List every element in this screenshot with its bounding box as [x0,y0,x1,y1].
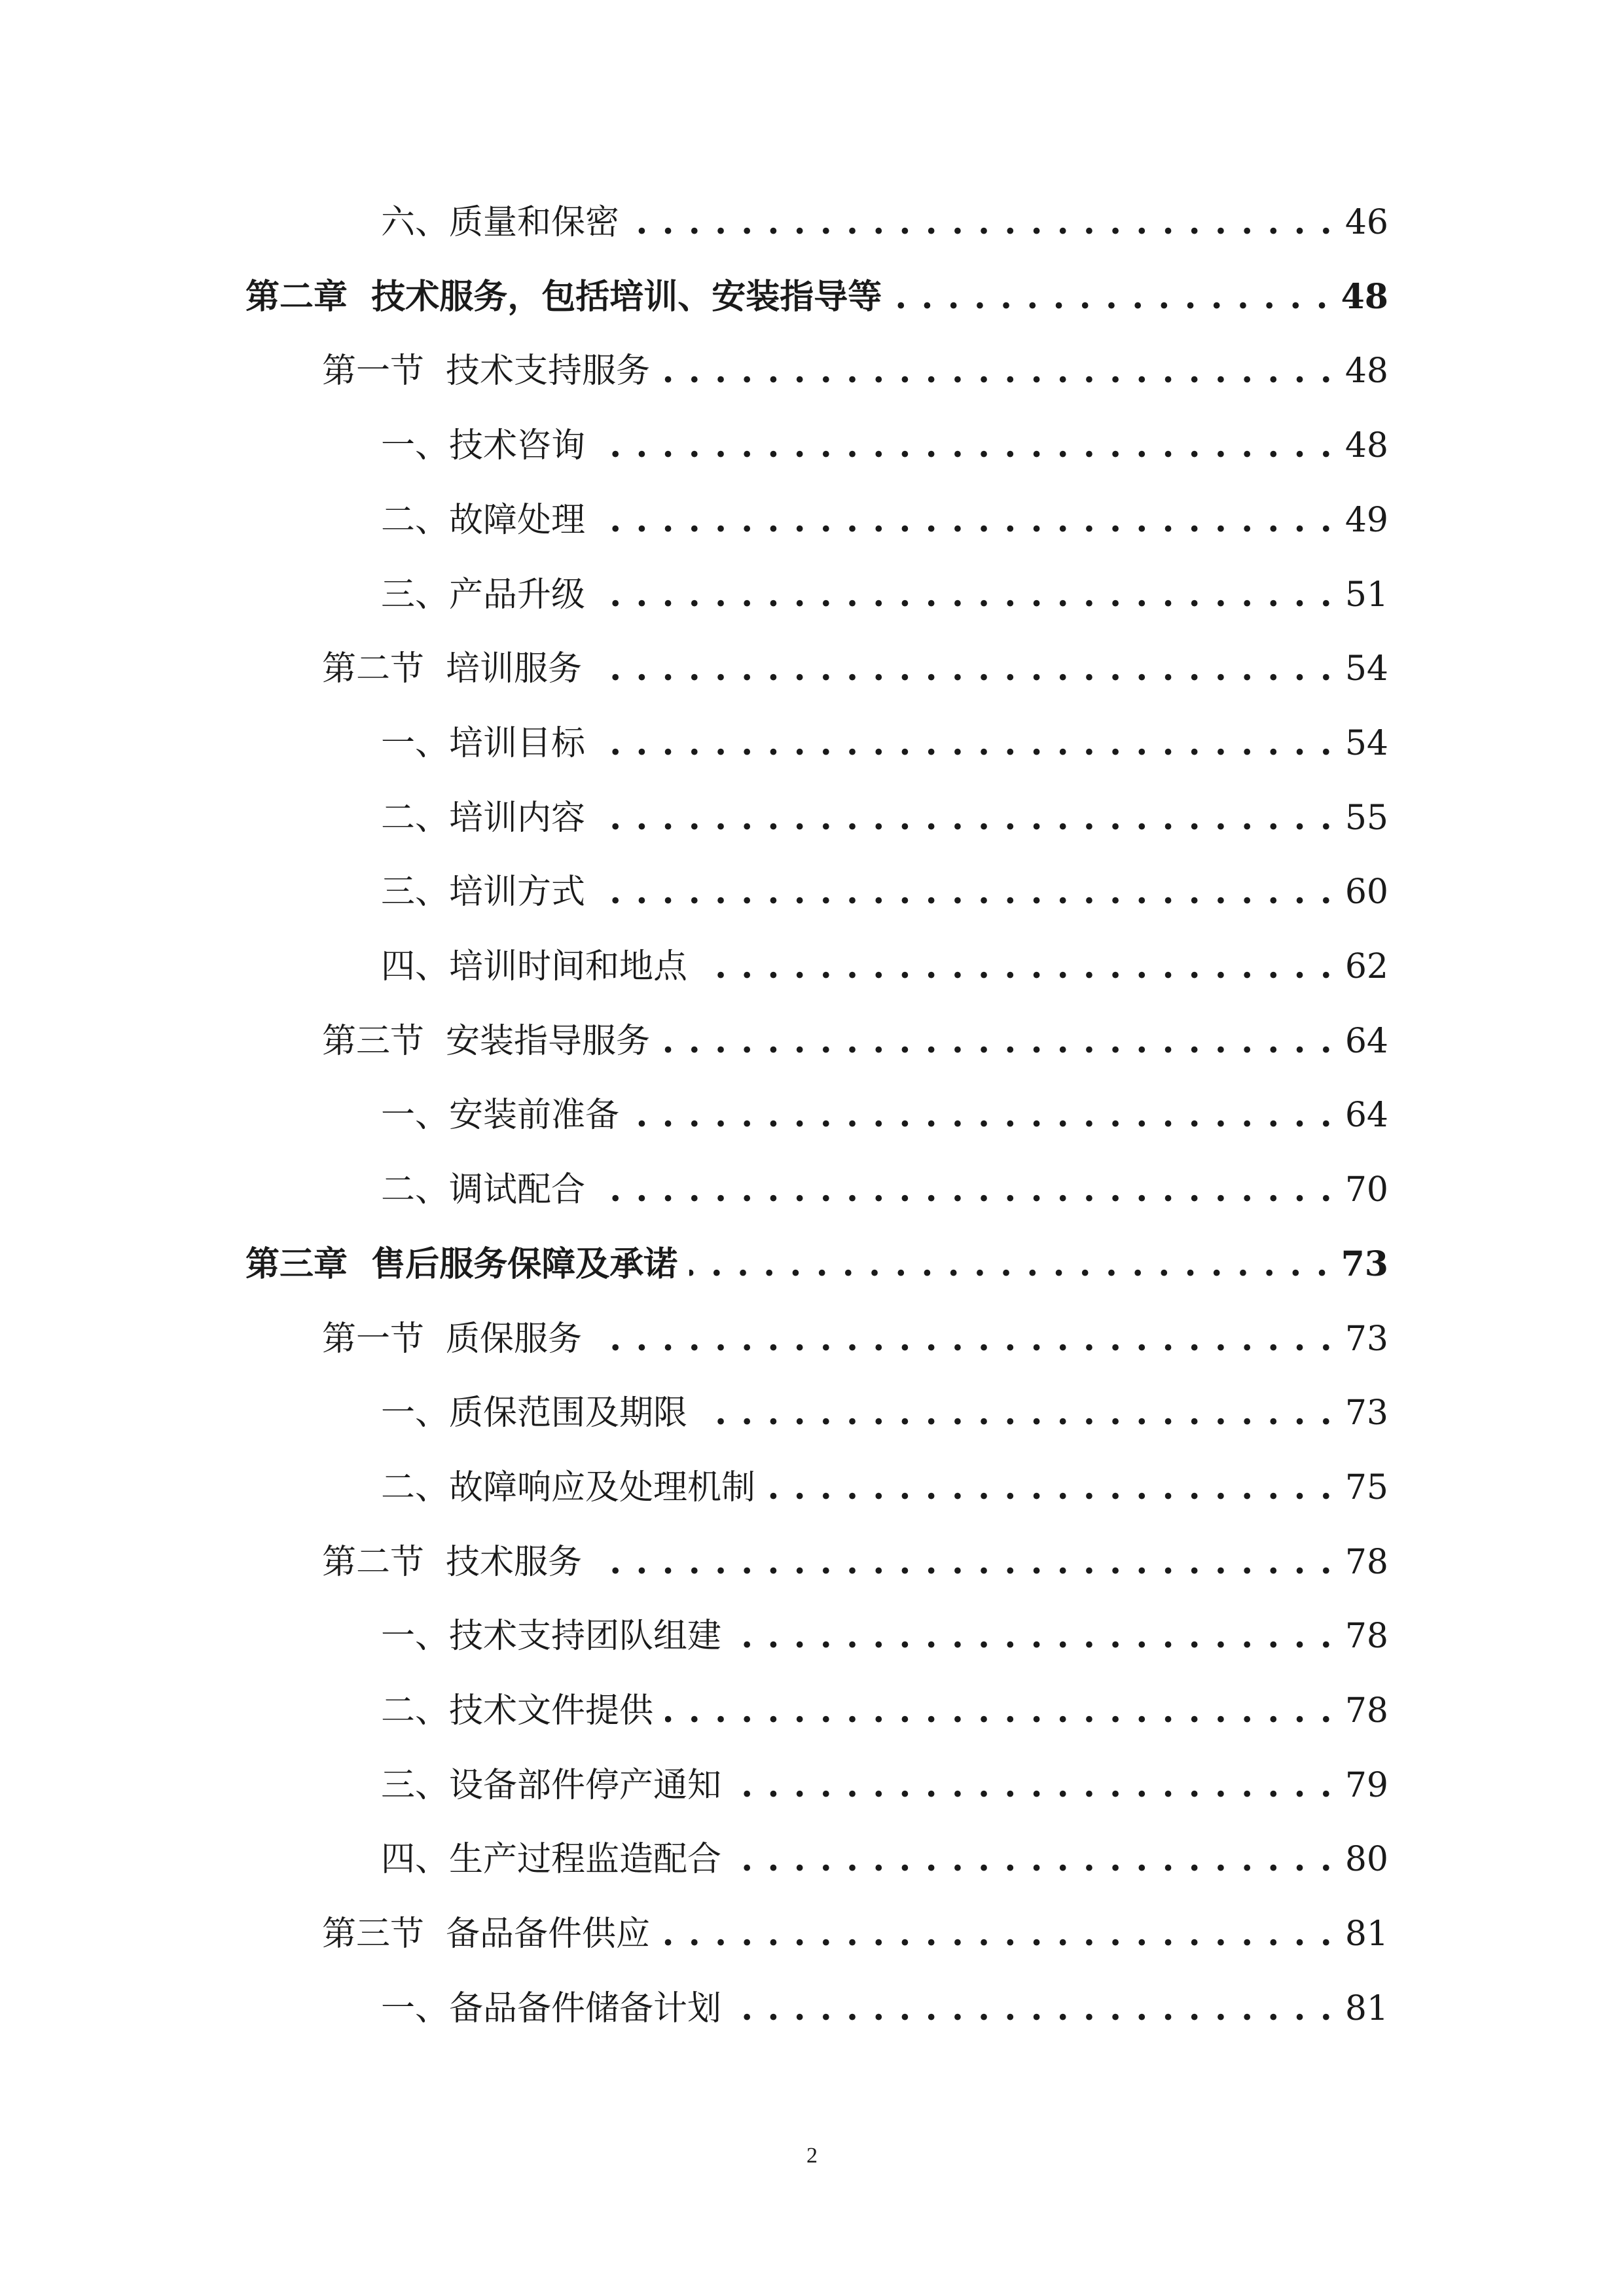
toc-dot-leader [597,1164,1333,1216]
toc-entry-title: 第三章 售后服务保障及承诺 [245,1244,678,1284]
toc-dot-leader [665,1685,1333,1737]
toc-entry-title: 四、培训时间和地点 [381,947,688,986]
toc-entry-page-number: 46 [1344,203,1388,242]
toc-dot-leader [597,717,1333,770]
toc-entry-title: 二、故障响应及处理机制 [381,1467,756,1507]
toc-entry-title: 三、设备部件停产通知 [381,1765,722,1805]
toc-entry[interactable] [381,717,1388,770]
toc-dot-leader [733,1833,1333,1886]
toc-entry-page-number: 64 [1344,1096,1388,1136]
toc-entry-title: 三、产品升级 [381,575,586,615]
toc-dot-leader [597,866,1333,918]
toc-entry-title: 一、安装前准备 [381,1096,620,1136]
toc-entry-title: 第三节 备品备件供应 [322,1914,651,1954]
toc-dot-leader [733,1610,1333,1662]
toc-entry[interactable] [381,569,1388,621]
toc-entry[interactable] [381,1089,1388,1141]
page-number: 2 [806,2144,818,2168]
toc-entry-page-number: 48 [1344,426,1388,466]
toc-entry-page-number: 55 [1344,798,1388,838]
toc-entry-title: 一、备品备件储备计划 [381,1988,722,2028]
toc-entry[interactable] [381,941,1388,993]
toc-entry-page-number: 78 [1344,1542,1388,1582]
toc-entry-title: 三、培训方式 [381,872,586,912]
toc-entry[interactable] [322,1313,1388,1365]
toc-entry[interactable] [381,1164,1388,1216]
toc-entry[interactable] [381,1982,1388,2035]
toc-entry[interactable] [381,420,1388,472]
toc-dot-leader [662,1908,1333,1960]
toc-dot-leader [662,345,1333,397]
toc-dot-leader [893,271,1329,323]
toc-entry[interactable] [322,1908,1388,1960]
toc-entry-title: 二、培训内容 [381,798,586,838]
toc-entry-page-number: 80 [1344,1840,1388,1880]
toc-entry-page-number: 78 [1344,1691,1388,1731]
toc-entry[interactable] [322,643,1388,695]
toc-entry-page-number: 48 [1341,276,1388,317]
toc-dot-leader [662,1015,1333,1067]
toc-entry-page-number: 64 [1344,1021,1388,1061]
toc-entry-page-number: 48 [1344,351,1388,391]
toc-dot-leader [597,420,1333,472]
toc-entry-title: 四、生产过程监造配合 [381,1840,722,1880]
toc-entry[interactable] [381,792,1388,844]
toc-entry-page-number: 54 [1344,649,1388,689]
toc-dot-leader [767,1462,1333,1514]
toc-entry[interactable] [381,196,1388,249]
toc-entry-title: 二、故障处理 [381,500,586,540]
toc-entry-title: 第三节 安装指导服务 [322,1021,651,1061]
toc-entry-title: 一、培训目标 [381,723,586,763]
toc-entry-page-number: 60 [1344,872,1388,912]
toc-entry-page-number: 78 [1344,1617,1388,1657]
toc-entry-page-number: 49 [1344,500,1388,540]
toc-entry-title: 第二章 技术服务，包括培训、安装指导等 [245,276,882,317]
toc-entry-page-number: 73 [1341,1244,1388,1284]
toc-dot-leader [594,643,1333,695]
toc-entry-page-number: 54 [1344,723,1388,763]
toc-entry-page-number: 75 [1344,1467,1388,1507]
toc-dot-leader [597,792,1333,844]
toc-dot-leader [733,1982,1333,2035]
toc-entry-title: 第二节 技术服务 [322,1542,583,1582]
toc-entry-page-number: 70 [1344,1170,1388,1210]
toc-dot-leader [699,941,1333,993]
toc-entry[interactable] [381,866,1388,918]
toc-entry-title: 第一节 技术支持服务 [322,351,651,391]
toc-entry-title: 二、调试配合 [381,1170,586,1210]
toc-dot-leader [631,196,1333,249]
toc-entry-title: 第一节 质保服务 [322,1319,583,1359]
toc-entry-page-number: 51 [1344,575,1388,615]
toc-entry[interactable] [381,1685,1388,1737]
toc-entry-title: 六、质量和保密 [381,203,620,242]
toc-entry-page-number: 62 [1344,947,1388,986]
toc-entry[interactable] [381,1462,1388,1514]
toc-dot-leader [597,569,1333,621]
toc-dot-leader [594,1313,1333,1365]
toc-entry[interactable] [381,1387,1388,1439]
toc-entry[interactable] [381,1759,1388,1812]
toc-entry-title: 一、质保范围及期限 [381,1393,688,1433]
toc-dot-leader [733,1759,1333,1812]
toc-entry-title: 二、技术文件提供 [381,1691,654,1731]
toc-entry[interactable] [322,1536,1388,1588]
toc-entry[interactable] [245,1238,1388,1291]
toc-entry-page-number: 81 [1344,1914,1388,1954]
toc-entry-title: 一、技术咨询 [381,426,586,466]
toc-entry-page-number: 79 [1344,1765,1388,1805]
toc-entry[interactable] [322,345,1388,397]
toc-dot-leader [594,1536,1333,1588]
toc-dot-leader [699,1387,1333,1439]
toc-entry-page-number: 73 [1344,1319,1388,1359]
toc-entry[interactable] [381,1833,1388,1886]
toc-entry[interactable] [245,271,1388,323]
toc-entry-page-number: 81 [1344,1988,1388,2028]
toc-entry[interactable] [381,494,1388,547]
toc-dot-leader [689,1238,1329,1291]
toc-dot-leader [597,494,1333,547]
toc-entry-title: 一、技术支持团队组建 [381,1617,722,1657]
toc-entry-page-number: 73 [1344,1393,1388,1433]
toc-entry-title: 第二节 培训服务 [322,649,583,689]
toc-entry[interactable] [381,1610,1388,1662]
toc-entry[interactable] [322,1015,1388,1067]
toc-dot-leader [631,1089,1333,1141]
